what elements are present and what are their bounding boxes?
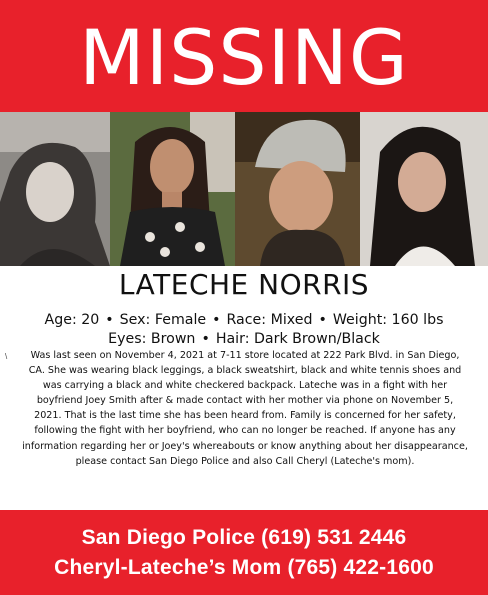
person-name: LATECHE NORRIS <box>118 268 370 301</box>
description-text: Was last seen on November 4, 2021 at 7-11 store located at 222 Park Blvd. in San Diego, CA. She was wearing black leggings, a black sweatshirt, black and white tennis shoes and was carrying a black and white checkered backpack. Lateche was in a fight with her boyfriend Joey Smith after & made contact with her mother via phone on November 5, 2021. That is the last time she has been heard from. Family is concerned for her safety, following the fight with her boyfriend, who can no longer be reached. If anyone has any information regarding her or Joey's whereabouts or know anything about her disappearance, please contact San Diego Police and also Call Cheryl (Lateche's mom). <box>22 350 468 467</box>
police-contact: San Diego Police (619) 531 2446 <box>81 525 407 549</box>
photo-1 <box>0 112 110 266</box>
missing-title: MISSING <box>79 12 409 102</box>
mom-contact: Cheryl-Lateche’s Mom (765) 422-1600 <box>54 555 434 579</box>
photo-strip <box>0 112 488 266</box>
header-banner <box>0 0 488 112</box>
stat-bullet: • <box>201 331 210 347</box>
stat-race: Race: Mixed <box>226 312 313 328</box>
photo-4 <box>360 112 488 266</box>
stat-hair: Hair: Dark Brown/Black <box>215 331 380 347</box>
stats-line-1 <box>0 311 488 330</box>
stat-age: Age: 20 <box>44 312 100 328</box>
description-mark: \ <box>5 352 8 361</box>
photo-3 <box>235 112 360 266</box>
stat-bullet: • <box>212 312 221 328</box>
stat-eyes: Eyes: Brown <box>108 331 196 347</box>
stat-weight: Weight: 160 lbs <box>332 312 444 328</box>
contact-banner <box>0 510 488 595</box>
stat-bullet: • <box>105 312 114 328</box>
person-stats <box>0 311 488 349</box>
stats-line-2 <box>0 330 488 349</box>
photo-2 <box>110 112 235 266</box>
stat-sex: Sex: Female <box>119 312 207 328</box>
stat-bullet: • <box>318 312 327 328</box>
